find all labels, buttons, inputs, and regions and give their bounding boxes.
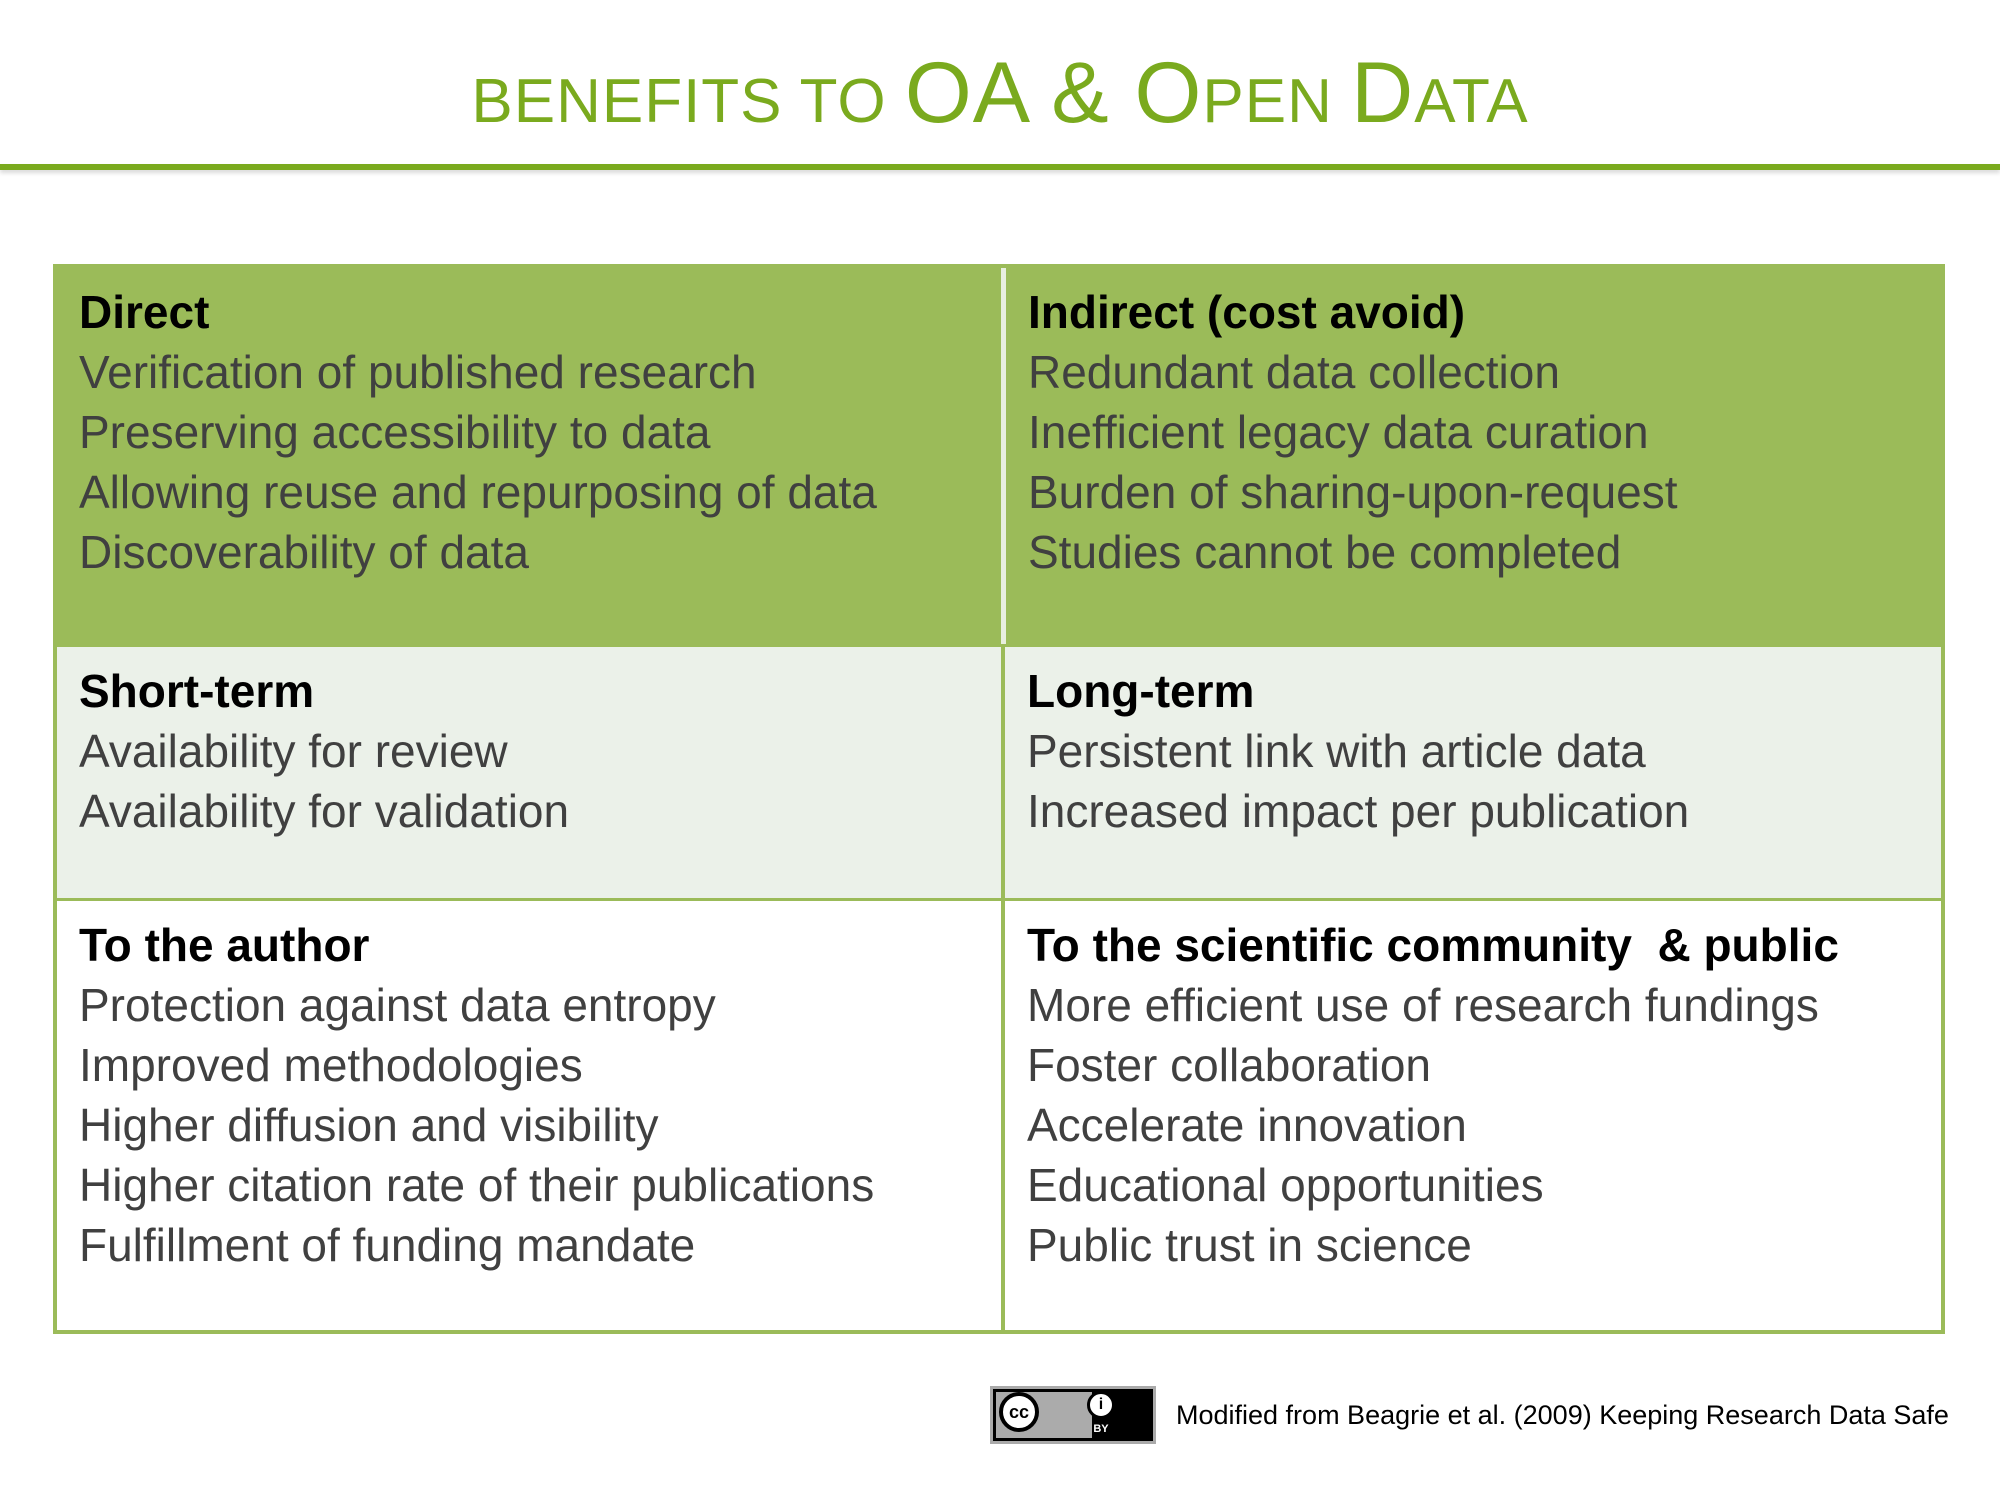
list-item: Educational opportunities	[1027, 1159, 1544, 1211]
source-credit: Modified from Beagrie et al. (2009) Keeping Research Data Safe	[1176, 1399, 1949, 1430]
list-item: Persistent link with article data	[1027, 725, 1646, 777]
title-part-4: D	[1351, 45, 1415, 141]
title-part-3: PEN	[1202, 67, 1352, 136]
list-item: Verification of published research	[79, 346, 757, 398]
cc-icon: cc	[999, 1392, 1039, 1432]
list-item: More efficient use of research fundings	[1027, 979, 1819, 1031]
cell-long-term	[1001, 644, 1941, 898]
list-item: Higher citation rate of their publications	[79, 1159, 875, 1211]
cell-indirect	[1001, 268, 1941, 644]
cell-heading: To the author	[79, 919, 370, 971]
list-item: Improved methodologies	[79, 1039, 583, 1091]
cell-author	[57, 898, 1001, 1330]
title-part-5: ATA	[1414, 67, 1529, 136]
attribution-icon: i	[1087, 1391, 1115, 1419]
cell-heading: To the scientific community & public	[1027, 919, 1839, 971]
list-item: Discoverability of data	[79, 526, 529, 578]
footer	[990, 1385, 1949, 1445]
list-item: Accelerate innovation	[1027, 1099, 1467, 1151]
slide-title	[0, 44, 2000, 143]
list-item: Inefficient legacy data curation	[1028, 406, 1649, 458]
cell-heading: Short-term	[79, 665, 315, 717]
list-item: Fulfillment of funding mandate	[79, 1219, 696, 1271]
cc-by-license-icon	[990, 1386, 1156, 1444]
list-item: Redundant data collection	[1028, 346, 1560, 398]
cell-direct	[57, 268, 1001, 644]
list-item: Preserving accessibility to data	[79, 406, 711, 458]
title-divider	[0, 164, 2000, 170]
list-item: Burden of sharing-upon-request	[1028, 466, 1678, 518]
list-item: Foster collaboration	[1027, 1039, 1431, 1091]
list-item: Availability for review	[79, 725, 508, 777]
list-item: Protection against data entropy	[79, 979, 716, 1031]
cell-short-term	[57, 644, 1001, 898]
list-item: Availability for validation	[79, 785, 570, 837]
list-item: Increased impact per publication	[1027, 785, 1690, 837]
title-part-1: BENEFITS TO	[471, 67, 905, 136]
cell-community	[1001, 898, 1941, 1330]
cell-heading: Direct	[79, 286, 210, 338]
list-item: Allowing reuse and repurposing of data	[79, 466, 877, 518]
benefits-table	[53, 264, 1945, 1334]
list-item: Higher diffusion and visibility	[79, 1099, 659, 1151]
by-label: BY	[1093, 1423, 1109, 1435]
list-item: Studies cannot be completed	[1028, 526, 1622, 578]
title-part-2: OA & O	[904, 45, 1203, 141]
cell-heading: Indirect (cost avoid)	[1028, 286, 1466, 338]
list-item: Public trust in science	[1027, 1219, 1472, 1271]
cell-heading: Long-term	[1027, 665, 1255, 717]
